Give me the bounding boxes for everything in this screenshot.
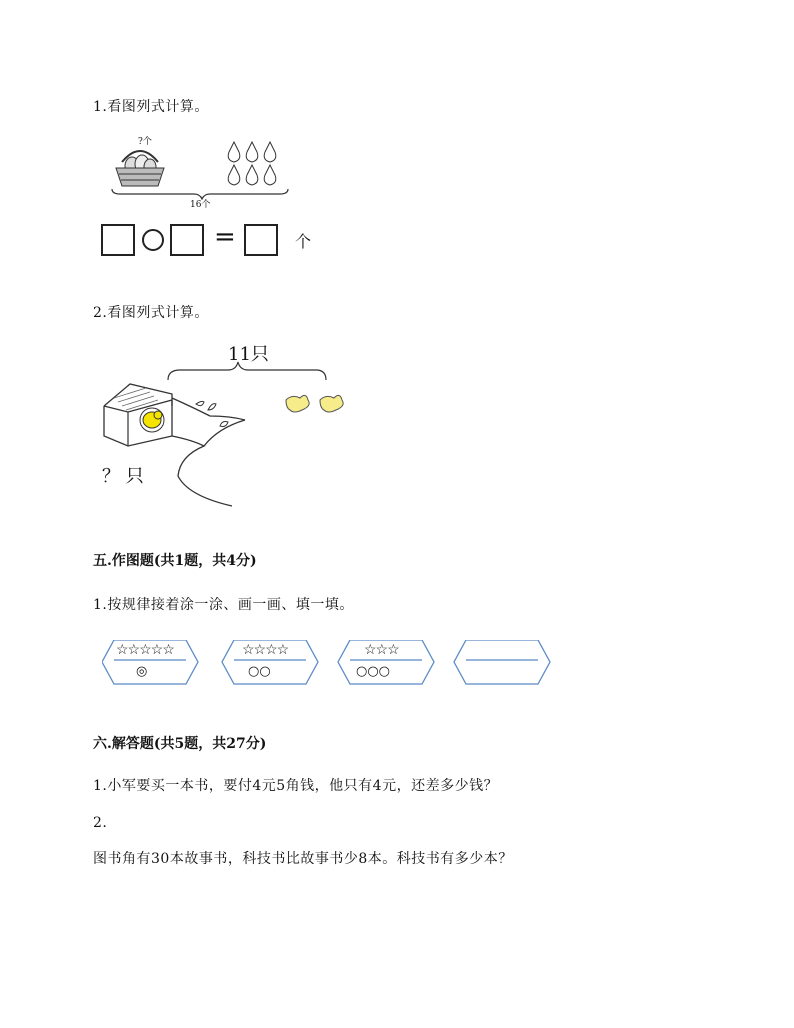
basket-of-pears-image (110, 142, 170, 188)
unit-label: 个 (295, 232, 312, 251)
section6-q2: 图书角有30本故事书，科技书比故事书少8本。科技书有多少本？ (93, 851, 513, 867)
pattern-4-stars-blank[interactable] (472, 642, 536, 658)
q2-title: 2.看图列式计算。 (93, 305, 209, 321)
pattern-1-circles: ◎ (136, 664, 148, 679)
section5-heading: 五.作图题(共1题，共4分) (93, 553, 257, 569)
pattern-1-stars: ☆☆☆☆☆ (116, 642, 174, 658)
q1-title: 1.看图列式计算。 (93, 99, 209, 115)
pattern-row (102, 640, 552, 686)
pattern-3-stars: ☆☆☆ (364, 642, 399, 658)
section6-heading: 六.解答题(共5题，共27分) (93, 736, 267, 752)
total-label: 16个 (190, 200, 211, 210)
answer-box-3[interactable] (244, 224, 278, 256)
pears-image (225, 138, 281, 190)
equals-sign: = (214, 222, 236, 252)
q1-figure (110, 134, 290, 212)
section6-q2-number: 2. (93, 815, 108, 831)
operator-circle[interactable] (142, 229, 164, 251)
pattern-3-circles: ○○○ (356, 664, 391, 679)
q2-figure (100, 336, 360, 516)
answer-box-1[interactable] (101, 224, 135, 256)
birdhouse-tree-image (100, 336, 360, 516)
pattern-4-circles-blank[interactable] (472, 664, 536, 680)
section5-q1-title: 1.按规律接着涂一涂、画一画、填一填。 (93, 597, 354, 613)
section6-q1: 1.小军要买一本书，要付4元5角钱，他只有4元，还差多少钱？ (93, 778, 499, 794)
pattern-2-stars: ☆☆☆☆ (242, 642, 289, 658)
birds-question-label: ？ 只 (102, 466, 144, 487)
basket-label: ?个 (138, 137, 152, 147)
birds-total-label: 11只 (228, 344, 269, 365)
answer-box-2[interactable] (170, 224, 204, 256)
pattern-2-circles: ○○ (248, 664, 271, 679)
